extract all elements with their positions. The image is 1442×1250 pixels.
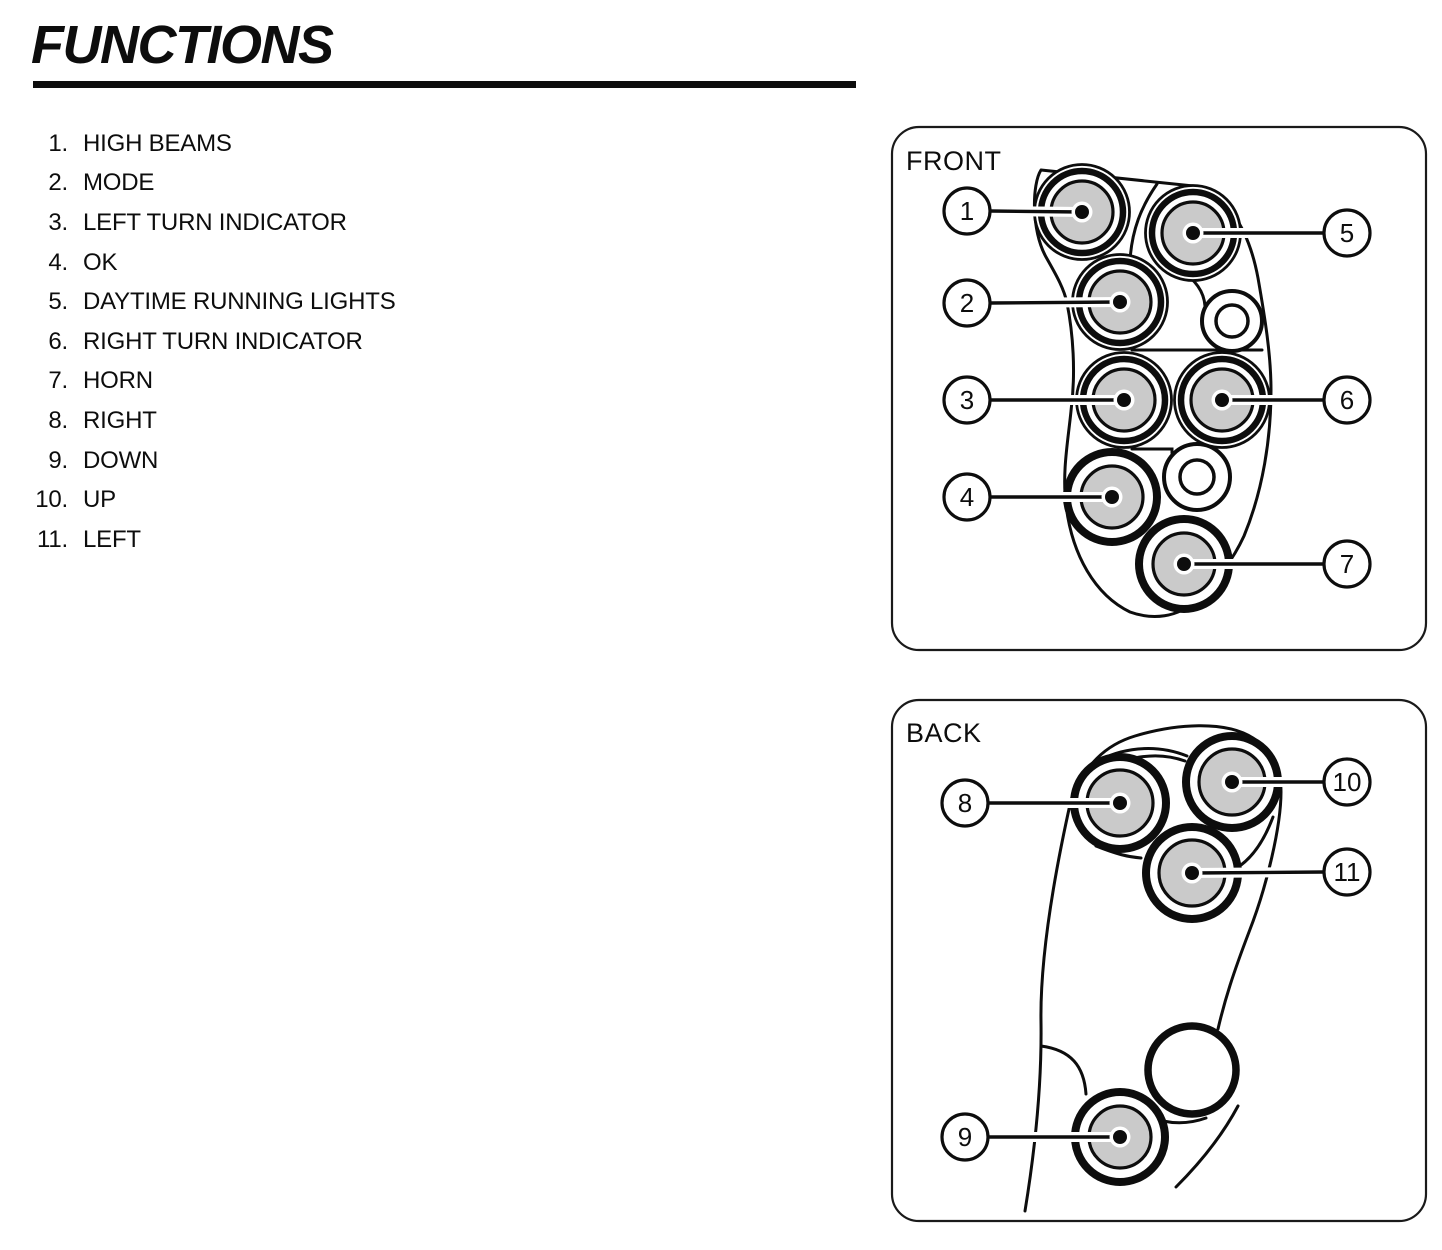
callout-4 — [944, 474, 990, 520]
front-small-circle-lower — [1164, 444, 1230, 510]
item-number: 10. — [35, 486, 68, 514]
item-number: 4. — [48, 248, 68, 276]
list-item — [22, 362, 396, 402]
callout-10 — [1324, 759, 1370, 805]
item-label: RIGHT — [83, 406, 157, 434]
svg-text:5: 5 — [1339, 218, 1355, 248]
svg-text:10: 10 — [1332, 767, 1362, 797]
back-diagram — [890, 698, 1428, 1223]
item-label: DAYTIME RUNNING LIGHTS — [83, 288, 396, 316]
list-item — [22, 124, 396, 164]
callout-9 — [942, 1114, 988, 1160]
item-number: 8. — [48, 406, 68, 434]
svg-text:7: 7 — [1339, 549, 1355, 579]
list-item — [22, 322, 396, 362]
list-item — [22, 243, 396, 283]
item-number: 9. — [48, 446, 68, 474]
title-underline — [33, 81, 856, 88]
item-label: LEFT TURN INDICATOR — [83, 208, 347, 236]
callout-6 — [1324, 377, 1370, 423]
item-number: 6. — [48, 327, 68, 355]
item-number: 7. — [48, 367, 68, 395]
item-number: 1. — [48, 129, 68, 157]
callout-1 — [944, 188, 990, 234]
front-diagram — [890, 125, 1428, 652]
front-small-circle-upper — [1202, 291, 1262, 351]
item-number: 2. — [48, 169, 68, 197]
front-panel-label: FRONT — [906, 146, 1002, 176]
item-label: HORN — [83, 367, 153, 395]
svg-text:9: 9 — [957, 1122, 973, 1152]
list-item — [22, 520, 396, 560]
svg-text:6: 6 — [1339, 385, 1355, 415]
item-label: LEFT — [83, 525, 141, 553]
svg-text:4: 4 — [959, 482, 975, 512]
item-label: DOWN — [83, 446, 159, 474]
callout-2 — [944, 280, 990, 326]
item-number: 5. — [48, 288, 68, 316]
list-item — [22, 441, 396, 481]
item-label: RIGHT TURN INDICATOR — [83, 327, 363, 355]
item-label: HIGH BEAMS — [83, 129, 232, 157]
svg-text:2: 2 — [959, 288, 975, 318]
back-large-circle — [1148, 1026, 1236, 1114]
list-item — [22, 203, 396, 243]
item-label: OK — [83, 248, 118, 276]
back-panel-label: BACK — [906, 718, 982, 748]
item-label: UP — [83, 486, 116, 514]
svg-text:8: 8 — [957, 788, 973, 818]
svg-text:11: 11 — [1333, 857, 1361, 887]
page-title: FUNCTIONS — [31, 15, 333, 75]
list-item — [22, 164, 396, 204]
callout-3 — [944, 377, 990, 423]
functions-list — [22, 124, 396, 560]
item-number: 11. — [37, 525, 68, 553]
svg-text:3: 3 — [959, 385, 975, 415]
callout-8 — [942, 780, 988, 826]
list-item — [22, 480, 396, 520]
callout-5 — [1324, 210, 1370, 256]
callout-11 — [1324, 849, 1370, 895]
svg-text:1: 1 — [959, 196, 975, 226]
list-item — [22, 401, 396, 441]
item-number: 3. — [48, 208, 68, 236]
item-label: MODE — [83, 169, 155, 197]
list-item — [22, 282, 396, 322]
callout-7 — [1324, 541, 1370, 587]
